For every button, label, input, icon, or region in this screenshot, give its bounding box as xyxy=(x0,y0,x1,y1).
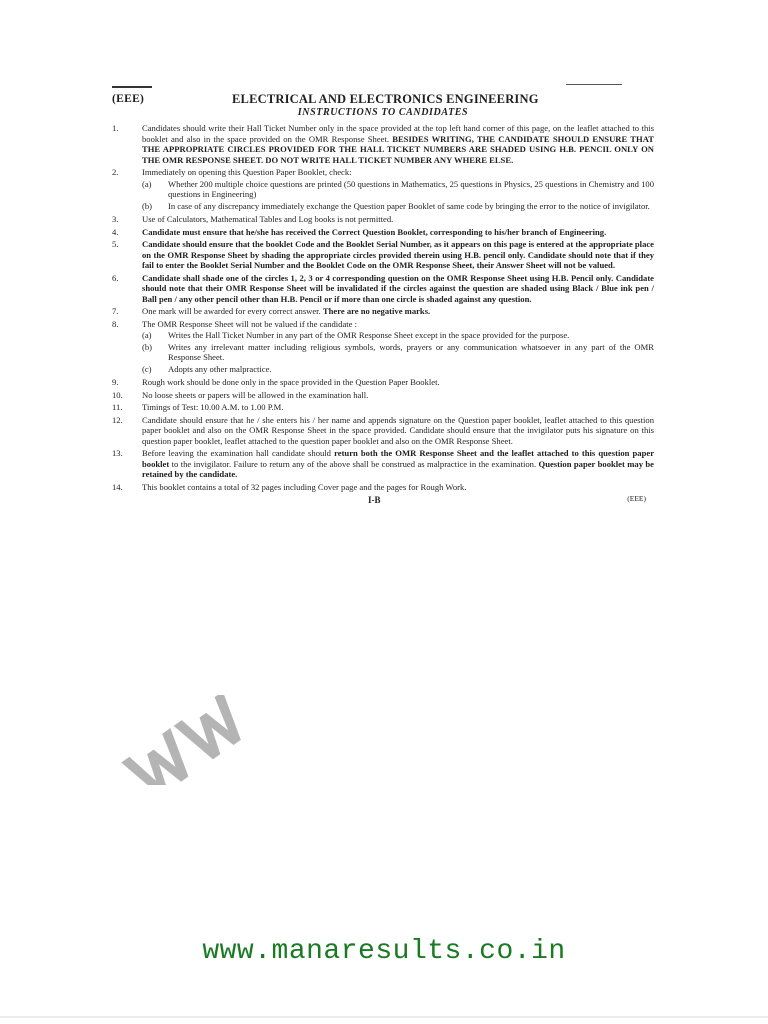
instruction-text-run: This booklet contains a total of 32 pages including Cover page and the pages for Rough Work. xyxy=(142,481,467,492)
instruction-text-run: return both the OMR Response Sheet and the leaflet attached to this question paper booklet xyxy=(142,448,655,469)
instruction-text xyxy=(142,390,654,401)
page-header xyxy=(112,94,654,108)
instruction-text-run: Candidate should ensure that the booklet Code and the Booklet Serial Number, as it appears on this page is entered at the appropriate place on the OMR Response Sheet by shading the appropriate circles provided therein using H.B. pencil only. Candidate should note that if they fail to enter the Booklet Serial Number and the Booklet Code on the OMR Response Sheet, their Answer Sheet will not be valued. xyxy=(142,239,654,270)
instruction-text xyxy=(142,239,654,271)
sub-instruction-label: (b) xyxy=(142,341,153,352)
instruction-text xyxy=(142,214,654,225)
top-rule-right xyxy=(566,84,622,85)
instruction-text xyxy=(142,167,654,212)
sub-instruction-item xyxy=(142,201,654,212)
website-url[interactable]: www.manaresults.co.in xyxy=(202,936,566,967)
page-title: ELECTRICAL AND ELECTRONICS ENGINEERING xyxy=(232,92,539,106)
instruction-text-run: One mark will be awarded for every correct answer. xyxy=(142,306,323,316)
instruction-text xyxy=(142,415,654,447)
page-number: I-B xyxy=(368,495,381,505)
sub-instruction-item xyxy=(142,330,654,341)
footer-branch-code: (EEE) xyxy=(627,494,646,503)
instruction-number: 9. xyxy=(112,377,119,387)
instruction-text xyxy=(142,482,654,493)
sub-instruction-text: Whether 200 multiple choice questions are printed (50 questions in Mathematics, 25 questions in Physics, 25 questions in Chemistry and 100 questions in Engineering) xyxy=(168,178,654,199)
page-subtitle: INSTRUCTIONS TO CANDIDATES xyxy=(297,107,469,118)
instruction-text-run: Candidate shall shade one of the circles 1, 2, 3 or 4 corresponding question on the OMR Response Sheet using H.B. Pencil only. Candidate should note that their OMR Response Sheet will be invalidated if the circles against the question are shaded using Black / Blue ink pen / Ball pen / any other pencil other than H.B. Pencil or if more than one circle is shaded against any question. xyxy=(142,272,654,304)
instruction-item xyxy=(112,482,654,493)
instruction-number: 6. xyxy=(112,272,119,283)
page-footer xyxy=(112,494,654,508)
instruction-item xyxy=(112,402,654,413)
instruction-text-run: Before leaving the examination hall candidate should xyxy=(142,448,335,458)
instruction-text xyxy=(142,377,654,388)
instruction-number: 10. xyxy=(112,389,123,400)
instruction-text xyxy=(142,402,654,413)
sub-instruction-label: (a) xyxy=(142,178,152,189)
instructions-page xyxy=(112,94,654,679)
instruction-item xyxy=(112,415,654,447)
sub-instruction-text: Writes the Hall Ticket Number in any part of the OMR Response Sheet except in the space provided for the purpose. xyxy=(168,330,570,340)
sub-instruction-label: (c) xyxy=(142,363,152,374)
instruction-text-run: Candidate must ensure that he/she has received the Correct Question Booklet, corresponding to his/her branch of Engineering. xyxy=(142,226,607,237)
bottom-rule xyxy=(0,1016,768,1018)
instruction-number: 4. xyxy=(112,226,119,237)
sub-instruction-label: (a) xyxy=(142,330,152,340)
instruction-item xyxy=(112,167,654,212)
sub-instruction-item xyxy=(142,179,654,200)
instruction-number: 8. xyxy=(112,318,119,329)
instruction-text-run: Question paper booklet may be retained by the candidate. xyxy=(142,458,654,479)
instruction-text-run: Timings of Test: 10.00 A.M. to 1.00 P.M. xyxy=(142,402,284,412)
instruction-number: 11. xyxy=(112,402,123,412)
instruction-text xyxy=(142,123,654,165)
instruction-text xyxy=(142,273,654,305)
instruction-text xyxy=(142,227,654,238)
instruction-number: 3. xyxy=(112,214,119,224)
instruction-text-run: to the invigilator. Failure to return any of the above shall be construed as malpractice in the examination. xyxy=(169,458,539,469)
instruction-item xyxy=(112,227,654,238)
sub-instruction-list xyxy=(142,179,654,212)
top-rule-left xyxy=(112,86,152,88)
instructions-list xyxy=(112,123,654,492)
sub-instruction-text: In case of any discrepancy immediately exchange the Question paper Booklet of same code by bringing the error to the notice of invigilator. xyxy=(168,200,650,211)
watermark-logo xyxy=(112,695,282,785)
sub-instruction-label: (b) xyxy=(142,200,153,211)
sub-instruction-item xyxy=(142,342,654,363)
instruction-item xyxy=(112,239,654,271)
instruction-text-run: Use of Calculators, Mathematical Tables and Log books is not permitted. xyxy=(142,214,394,224)
instruction-item xyxy=(112,273,654,305)
sub-instruction-list xyxy=(142,330,654,374)
instruction-item xyxy=(112,390,654,401)
sub-instruction-item xyxy=(142,364,654,375)
instruction-number: 1. xyxy=(112,123,119,133)
sub-instruction-text: Adopts any other malpractice. xyxy=(168,363,272,374)
instruction-number: 14. xyxy=(112,481,123,492)
instruction-text xyxy=(142,448,654,480)
instruction-number: 13. xyxy=(112,448,123,458)
instruction-item xyxy=(112,123,654,165)
instruction-text-run: There are no negative marks. xyxy=(322,306,431,316)
instruction-text-run: Candidate should ensure that he / she enters his / her name and appends signature on the Question paper booklet, leaflet attached to this question paper booklet and also on the OMR Response Sheet in the space provided. Candidate should ensure that the invigilator puts his signature on this question paper booklet, leaflet attached to the question paper booklet and also on the OMR Response Sheet. xyxy=(142,414,654,446)
instruction-text xyxy=(142,306,654,317)
instruction-item xyxy=(112,448,654,480)
instruction-number: 5. xyxy=(112,239,119,249)
instruction-number: 2. xyxy=(112,167,119,177)
instruction-text-run: No loose sheets or papers will be allowed in the examination hall. xyxy=(142,389,369,400)
sub-instruction-text: Writes any irrelevant matter including religious symbols, words, prayers or any communication whatsoever in any part of the OMR Response Sheet. xyxy=(168,341,654,362)
instruction-number: 12. xyxy=(112,414,123,425)
instruction-text xyxy=(142,319,654,376)
instruction-text-run: Immediately on opening this Question Paper Booklet, check: xyxy=(142,167,352,177)
branch-code: (EEE) xyxy=(112,93,145,105)
instruction-text-run: BESIDES WRITING, THE CANDIDATE SHOULD ENSURE THAT THE APPROPRIATE CIRCLES PROVIDED FOR THE HALL TICKET NUMBERS ARE SHADED USING H.B. PENCIL ONLY ON THE OMR RESPONSE SHEET. DO NOT WRITE HALL TICKET NUMBER ANY WHERE ELSE. xyxy=(142,133,654,165)
instruction-item xyxy=(112,377,654,388)
instruction-text-run: Rough work should be done only in the space provided in the Question Paper Booklet. xyxy=(142,377,440,387)
instruction-item xyxy=(112,319,654,376)
instruction-item xyxy=(112,214,654,225)
instruction-item xyxy=(112,306,654,317)
instruction-text-run: Candidates should write their Hall Ticket Number only in the space provided at the top left hand corner of this page, on the leaflet attached to this booklet and also in the space provided on the OMR Response Sheet. xyxy=(142,123,654,144)
instruction-number: 7. xyxy=(112,306,119,316)
instruction-text-run: The OMR Response Sheet will not be valued if the candidate : xyxy=(142,318,358,329)
